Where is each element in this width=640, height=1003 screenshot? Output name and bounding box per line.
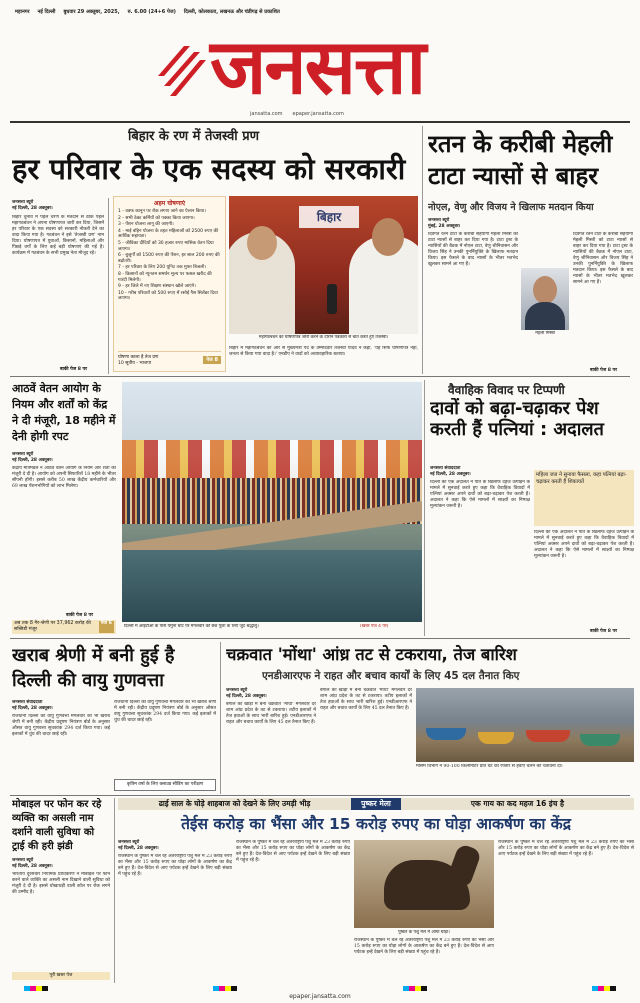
pushkar-body-1 xyxy=(118,854,232,980)
promise-item: 8 - किसानों को न्यूनतम समर्थन मूल्य पर फसल खरीद की गारंटी मिलेगी। xyxy=(118,271,212,283)
tata-body-right xyxy=(573,232,633,366)
cyclone-dateline-place: नई दिल्ली, 28 अक्तूबर। xyxy=(226,693,267,699)
bihar-body-text: बिहार चुनाव में पहले चरण के मतदान से ठीक पहले महागठबंधन ने अपना घोषणापत्र जारी कर दिया, जिसमें हर परिवार के एक सदस्य को सरकारी नौकरी देने का वादा किया गया है। गठबंधन ने इसे 'तेजस्वी प्रण' नाम दिया। घोषणापत्र में युवाओं, किसानों, महिलाओं और पिछड़े वर्गों के लिए कई बड़ी घोषणाएं की गई हैं। कार्यक्रम में गठबंधन के सभी प्रमुख नेता मौजूद रहे। xyxy=(12,215,104,256)
tata-photo-face xyxy=(533,276,557,304)
bottom-col-rule xyxy=(114,798,115,983)
pay-headline: आठवें वेतन आयोग के नियम और शर्तों को केंद्र ने दी मंजूरी, 18 महीने में देनी होगी रपट xyxy=(12,382,116,443)
mobile-headline: मोबाइल पर फोन कर रहे व्यक्ति का असली नाम दर्शाने वाली सुविधा को ट्राई की हरी झंडी xyxy=(12,799,102,852)
tata-dateline xyxy=(428,218,508,229)
masthead-rule xyxy=(10,121,630,123)
bihar-photo-caption: महागठबंधन का घोषणापत्र जारी करने के दौरान पत्रकारों से बात करते हुए तेजस्वी। xyxy=(258,335,389,340)
epaper-link[interactable]: epaper.jansatta.com xyxy=(292,111,344,117)
edition: महानगर xyxy=(15,9,30,15)
bihar-col-rule xyxy=(108,198,109,374)
promise-item: 1 - वक्फ कानून पर रोक लगाए जाने का ऐलान किया। xyxy=(118,209,206,214)
bihar-dateline-byline: जनसत्ता ब्यूरो xyxy=(12,200,34,205)
dowry-body-right xyxy=(534,530,634,626)
pushkar-dateline xyxy=(118,840,198,851)
air-box-text: कृत्रिम वर्षा के लिए क्लाउड सीडिंग का परीक्षण xyxy=(126,782,204,787)
bihar-dateline xyxy=(12,200,102,211)
mobile-dateline xyxy=(12,858,110,869)
web-link[interactable]: jansatta.com xyxy=(250,111,283,117)
air-dateline xyxy=(12,700,92,711)
dowry-dateline xyxy=(430,466,520,477)
pay-dateline-place: नई दिल्ली, 28 अक्तूबर। xyxy=(12,457,53,463)
tata-body-text-right: दिवंगत रतन टाटा के करीबी सहयोगी मेहली मिस्त्री को टाटा न्यासों से बाहर कर दिया गया है। टाटा ट्रस्ट के न्यासियों की बैठक में नोएल टाटा, वेणु श्रीनिवासन और विजय सिंह ने उनकी पुनर्नियुक्ति के खिलाफ मतदान किया। इस फैसले के बाद न्यासों के भीतर मतभेद खुलकर सामने आ गए हैं। xyxy=(573,232,633,285)
promise-item: 7 - हर परिवार के लिए 200 यूनिट तक मुफ्त बिजली। xyxy=(118,265,207,271)
promise-item: 2 - सभी ठेका कर्मियों को पक्का किया जाएगा। xyxy=(118,215,195,221)
reg-mark-4 xyxy=(592,986,616,991)
dowry-quote-text: महिला जज ने सुनाया फैसला, कहा पत्नियां बढ़ा-चढ़ाकर करती हैं शिकायतें xyxy=(536,472,627,485)
mid-rule-2 xyxy=(10,638,630,639)
pay-body-text: केंद्रीय मंत्रिमंडल ने आठवें वेतन आयोग के नियम और शर्तों को मंजूरी दे दी है। आयोग को अपनी सिफारिशें 18 महीने के भीतर सौंपनी होंगी। इससे करीब 50 लाख केंद्रीय कर्मचारियों और 69 लाख पेंशनभोगियों को लाभ मिलेगा। xyxy=(12,466,116,489)
chhath-photo xyxy=(122,382,422,622)
mobile-body xyxy=(12,872,110,970)
tata-photo-caption: मेहली मिस्त्री xyxy=(535,331,555,336)
promise-item: 3 - पेंशन योजना लागू की जाएगी। xyxy=(118,222,174,228)
promise-item: 10 - गरीब परिवारों को 500 रुपए में रसोई गैस सिलेंडर दिया जाएगा। xyxy=(118,290,218,302)
masthead-links xyxy=(250,111,470,119)
promise-item: 5 - जीविका दीदियों को 30 हजार रुपए मासिक वेतन दिया जाएगा। xyxy=(118,240,214,252)
tata-body-text: दिवंगत रतन टाटा के करीबी सहयोगी मेहली मिस्त्री को टाटा न्यासों से बाहर कर दिया गया है। टाटा ट्रस्ट के न्यासियों की बैठक में नोएल टाटा, वेणु श्रीनिवासन और विजय सिंह ने उनकी पुनर्नियुक्ति के खिलाफ मतदान किया। इस फैसले के बाद न्यासों के भीतर मतभेद खुलकर सामने आ गए हैं। xyxy=(428,232,518,267)
cyclone-dateline-byline: जनसत्ता ब्यूरो xyxy=(226,688,248,693)
dowry-dateline-place: नई दिल्ली, 28 अक्तूबर। xyxy=(430,471,471,477)
bihar-box-footer-line1: घोषणा काला है तेज प्रण xyxy=(118,354,159,360)
dowry-quote xyxy=(534,470,634,526)
city: नई दिल्ली xyxy=(37,9,56,15)
air-headline: खराब श्रेणी में बनी हुई है दिल्ली की वायु गुणवत्ता xyxy=(12,645,175,691)
pushkar-body-text-1: राजस्थान के पुष्कर में चल रहे अंतरराष्ट्रीय पशु मेले में 23 करोड़ रुपए का भैंसा और 15 करोड़ रुपए का घोड़ा लोगों के आकर्षण का केंद्र बने हुए हैं। देश-विदेश से आए पर्यटक इन्हें देखने के लिए बड़ी संख्या में पहुंच रहे हैं। xyxy=(118,854,232,877)
chhath-credit: (खबर पेज 4 पर) xyxy=(360,624,389,629)
price: रु. 6.00 (24+6 पेज) xyxy=(127,9,176,15)
bihar-box-footer xyxy=(118,351,221,367)
bihar-photo-banner: बिहार xyxy=(299,206,359,228)
bihar-more[interactable]: बाकी पेज 8 पर xyxy=(60,367,88,372)
masthead-strip xyxy=(15,9,625,19)
cyclone-body-left xyxy=(226,702,316,790)
pushkar-body-text-4: राजस्थान के पुष्कर में चल रहे अंतरराष्ट्रीय पशु मेले में 23 करोड़ रुपए का भैंसा और 15 करोड़ रुपए का घोड़ा लोगों के आकर्षण का केंद्र बने हुए हैं। देश-विदेश से आए पर्यटक इन्हें देखने के लिए बड़ी संख्या में पहुंच रहे हैं। xyxy=(498,840,634,857)
cyclone-photo-caption: मौसम विभाग ने 90-100 किलोमीटर प्रति घंटे की रफ्तार से हवाएं चलने की चेतावनी दी। xyxy=(416,764,563,769)
pushkar-caption: पुष्कर के पशु मेले में आया घोड़ा। xyxy=(398,930,450,935)
cyclone-photo xyxy=(416,688,634,762)
pay-footer-badge: पेज 6 xyxy=(99,621,114,633)
pushkar-headline: तेईस करोड़ का भैंसा और 15 करोड़ रुपए का घोड़ा आकर्षण का केंद्र xyxy=(181,815,571,833)
cyclone-headline: चक्रवात 'मोंथा' आंध्र तट से टकराया, तेज बारिश xyxy=(226,645,517,664)
air-box xyxy=(114,779,216,791)
pushkar-left: ढाई साल के घोड़े शाहबाज को देखने के लिए उमड़ी भीड़ xyxy=(158,799,311,808)
bihar-kicker: बिहार के रण में तेजस्वी प्रण xyxy=(128,129,259,142)
pushkar-horse-head xyxy=(446,843,482,889)
cyclone-boat-2 xyxy=(478,732,514,744)
tata-photo xyxy=(521,268,569,330)
tata-dateline-place: मुंबई, 28 अक्तूबर। xyxy=(428,223,461,229)
bihar-photo xyxy=(229,196,418,334)
dowry-kicker: वैवाहिक विवाद पर टिप्पणी xyxy=(448,383,565,397)
bihar-box-badge: पेज 8 xyxy=(203,356,221,364)
air-body-left xyxy=(12,714,110,788)
footer-epaper[interactable]: epaper.jansatta.com xyxy=(289,993,351,1000)
tata-headline: रतन के करीबी मेहली टाटा न्यासों से बाहर xyxy=(428,130,613,190)
bihar-box-title: अहम घोषणाएं xyxy=(153,200,186,207)
bihar-photo-mic xyxy=(327,284,337,314)
bihar-photo-face-right xyxy=(372,218,404,256)
dowry-more[interactable]: बाकी पेज 8 पर xyxy=(590,629,618,634)
air-body-text-right: राजधानी दिल्ली की वायु गुणवत्ता मंगलवार को भी खराब श्रेणी में बनी रही। केंद्रीय प्रदूषण नियंत्रण बोर्ड के अनुसार औसत वायु गुणवत्ता सूचकांक 294 दर्ज किया गया। कई इलाकों में धुंध की चादर छाई रही। xyxy=(114,700,216,723)
bihar-dateline-place: नई दिल्ली, 28 अक्तूबर। xyxy=(12,205,53,211)
mobile-body-text: भारतीय दूरसंचार नियामक प्राधिकरण ने मोबाइल पर फोन करने वाले व्यक्ति का असली नाम दिखाने वाली सुविधा को मंजूरी दे दी है। इससे धोखाधड़ी वाली कॉल पर रोक लगने की उम्मीद है। xyxy=(12,872,110,895)
chhath-water xyxy=(122,550,422,622)
cyclone-body-text: बंगाल की खाड़ी में बना चक्रवात 'मोंथा' मंगलवार देर शाम आंध्र प्रदेश के तट से टकराया। तटीय इलाकों में तेज हवाओं के साथ भारी बारिश हुई। एनडीआरएफ ने राहत और बचाव कार्यों के लिए 45 दल तैनात किए हैं। xyxy=(226,702,316,725)
air-dateline-byline: जनसत्ता संवाददाता xyxy=(12,700,43,705)
cyclone-boat-3 xyxy=(526,730,570,742)
pushkar-right: एक गाय का कद महज 16 इंच है xyxy=(470,799,564,808)
air-dateline-place: नई दिल्ली, 28 अक्तूबर। xyxy=(12,705,53,711)
pay-footer-text: अब तक 8 गैर-श्रेणी पर 37,962 करोड़ की सब्सिडी मंजूर xyxy=(14,621,91,632)
reg-mark-1 xyxy=(24,986,48,991)
bihar-box-list xyxy=(114,207,225,347)
pushkar-body-2 xyxy=(236,840,350,980)
pushkar-photo xyxy=(354,840,494,928)
dowry-body-text-right: दिल्ली की एक अदालत ने पति के खिलाफ दहेज उत्पीड़न के मामले में सुनवाई करते हुए कहा कि वैवाहिक विवादों में पत्नियां अक्सर अपने दावों को बढ़ा-चढ़ाकर पेश करती हैं। अदालत ने कहा कि ऐसे मामलों में साक्ष्यों का निष्पक्ष मूल्यांकन जरूरी है। xyxy=(534,530,634,559)
chhath-caption: दिल्ली में आईटीओ के पास यमुना घाट पर मंगलवार को छठ पूजा के लिए जुटे श्रद्धालु। xyxy=(124,624,259,629)
cyclone-body-mid xyxy=(320,688,412,788)
mobile-dateline-place: नई दिल्ली, 28 अक्तूबर। xyxy=(12,863,53,869)
pay-more[interactable]: बाकी पेज 8 पर xyxy=(66,613,94,618)
tata-body-left xyxy=(428,232,518,372)
tata-sub: नोएल, वेणु और विजय ने खिलाफ मतदान किया xyxy=(428,202,594,213)
pushkar-body-3 xyxy=(354,938,494,980)
pay-dateline xyxy=(12,452,112,463)
chhath-tents xyxy=(122,440,422,480)
dowry-headline: दावों को बढ़ा-चढ़ाकर पेश करती हैं पत्नियां : अदालत xyxy=(430,398,604,440)
dowry-body-text: दिल्ली की एक अदालत ने पति के खिलाफ दहेज उत्पीड़न के मामले में सुनवाई करते हुए कहा कि वैवाहिक विवादों में पत्नियां अक्सर अपने दावों को बढ़ा-चढ़ाकर पेश करती हैं। अदालत ने कहा कि ऐसे मामलों में साक्ष्यों का निष्पक्ष मूल्यांकन जरूरी है। xyxy=(430,480,530,509)
mobile-dateline-byline: जनसत्ता ब्यूरो xyxy=(12,858,34,863)
cities: दिल्ली, कोलकाता, लखनऊ और चंडीगढ़ से प्रकाशित xyxy=(183,9,280,15)
bihar-promise-box xyxy=(113,196,226,372)
pushkar-body-4 xyxy=(498,840,634,980)
pushkar-dateline-place: नई दिल्ली, 28 अक्तूबर। xyxy=(118,845,159,851)
pushkar-tag: पुष्कर मेला xyxy=(351,798,401,810)
logo-stripes-icon xyxy=(150,42,210,102)
pushkar-body-text-3: राजस्थान के पुष्कर में चल रहे अंतरराष्ट्रीय पशु मेले में 23 करोड़ रुपए का भैंसा और 15 करोड़ रुपए का घोड़ा लोगों के आकर्षण का केंद्र बने हुए हैं। देश-विदेश से आए पर्यटक इन्हें देखने के लिए बड़ी संख्या में पहुंच रहे हैं। xyxy=(354,938,494,955)
pay-dateline-byline: जनसत्ता ब्यूरो xyxy=(12,452,34,457)
cyclone-boat-1 xyxy=(426,728,466,740)
tata-more[interactable]: बाकी पेज 8 पर xyxy=(590,368,618,373)
promise-item: 4 - माई बहिन योजना के तहत महिलाओं को 2500 रुपए की आर्थिक सहायता। xyxy=(118,228,219,240)
logo-mark xyxy=(150,42,210,102)
bihar-headline: हर परिवार के एक सदस्य को सरकारी xyxy=(12,152,406,186)
masthead-title: जनसत्ता xyxy=(210,22,425,111)
pushkar-body-text-2: राजस्थान के पुष्कर में चल रहे अंतरराष्ट्रीय पशु मेले में 23 करोड़ रुपए का भैंसा और 15 करोड़ रुपए का घोड़ा लोगों के आकर्षण का केंद्र बने हुए हैं। देश-विदेश से आए पर्यटक इन्हें देखने के लिए बड़ी संख्या में पहुंच रहे हैं। xyxy=(236,840,350,863)
tata-photo-body xyxy=(525,302,565,330)
bihar-photo-face-left xyxy=(247,226,277,260)
cyclone-boat-4 xyxy=(580,734,620,746)
bihar-body xyxy=(12,215,104,365)
promise-item: 9 - हर जिले में नए शिक्षण संस्थान खोले जाएंगे। xyxy=(118,284,196,290)
promise-item: 6 - बुजुर्गों को 1500 रुपए की पेंशन, हर साल 200 रुपए की बढ़ोतरी। xyxy=(118,253,220,264)
mobile-more-text: पूरी खबर पेज xyxy=(49,973,73,978)
mid-rule-1 xyxy=(10,376,630,377)
bihar-box-footer-line2: 10 सूत्रीय - भाजपा xyxy=(118,360,152,366)
reg-mark-2 xyxy=(213,986,237,991)
cyclone-body-text-mid: बंगाल की खाड़ी में बना चक्रवात 'मोंथा' मंगलवार देर शाम आंध्र प्रदेश के तट से टकराया। तटीय इलाकों में तेज हवाओं के साथ भारी बारिश हुई। एनडीआरएफ ने राहत और बचाव कार्यों के लिए 45 दल तैनात किए हैं। xyxy=(320,688,412,711)
dowry-dateline-byline: जनसत्ता संवाददाता xyxy=(430,466,461,471)
registration-marks xyxy=(24,986,616,992)
pushkar-strip xyxy=(118,798,634,810)
pay-body xyxy=(12,466,116,610)
pushkar-dateline-byline: जनसत्ता ब्यूरो xyxy=(118,840,140,845)
low-col-rule xyxy=(220,642,221,794)
bihar-box-footer-text xyxy=(118,354,158,366)
mobile-more[interactable] xyxy=(12,972,110,980)
dowry-body-left xyxy=(430,480,530,630)
mid-rule-3 xyxy=(10,795,630,796)
cyclone-sub: एनडीआरएफ ने राहत और बचाव कार्यों के लिए 45 दल तैनात किए xyxy=(262,670,520,682)
date: बुधवार 29 अक्तूबर, 2025, xyxy=(63,9,120,15)
pay-footer-box xyxy=(12,620,116,634)
reg-mark-3 xyxy=(403,986,427,991)
cyclone-dateline xyxy=(226,688,306,699)
bihar-sub-text: बिहार में महागठबंधन की ओर से मुख्यमंत्री पद के उम्मीदवार तेजस्वी यादव ने कहा, 'यह सिर्फ घोषणापत्र नहीं, जनता से किया गया वादा है।' एनडीए ने वादों को अव्यावहारिक बताया। xyxy=(229,346,418,357)
tata-dateline-byline: जनसत्ता ब्यूरो xyxy=(428,218,450,223)
mid-col-rule xyxy=(424,380,425,636)
air-body-right xyxy=(114,700,216,778)
air-body-text: राजधानी दिल्ली की वायु गुणवत्ता मंगलवार को भी खराब श्रेणी में बनी रही। केंद्रीय प्रदूषण नियंत्रण बोर्ड के अनुसार औसत वायु गुणवत्ता सूचकांक 294 दर्ज किया गया। कई इलाकों में धुंध की चादर छाई रही। xyxy=(12,714,110,737)
top-col-rule xyxy=(422,126,423,374)
